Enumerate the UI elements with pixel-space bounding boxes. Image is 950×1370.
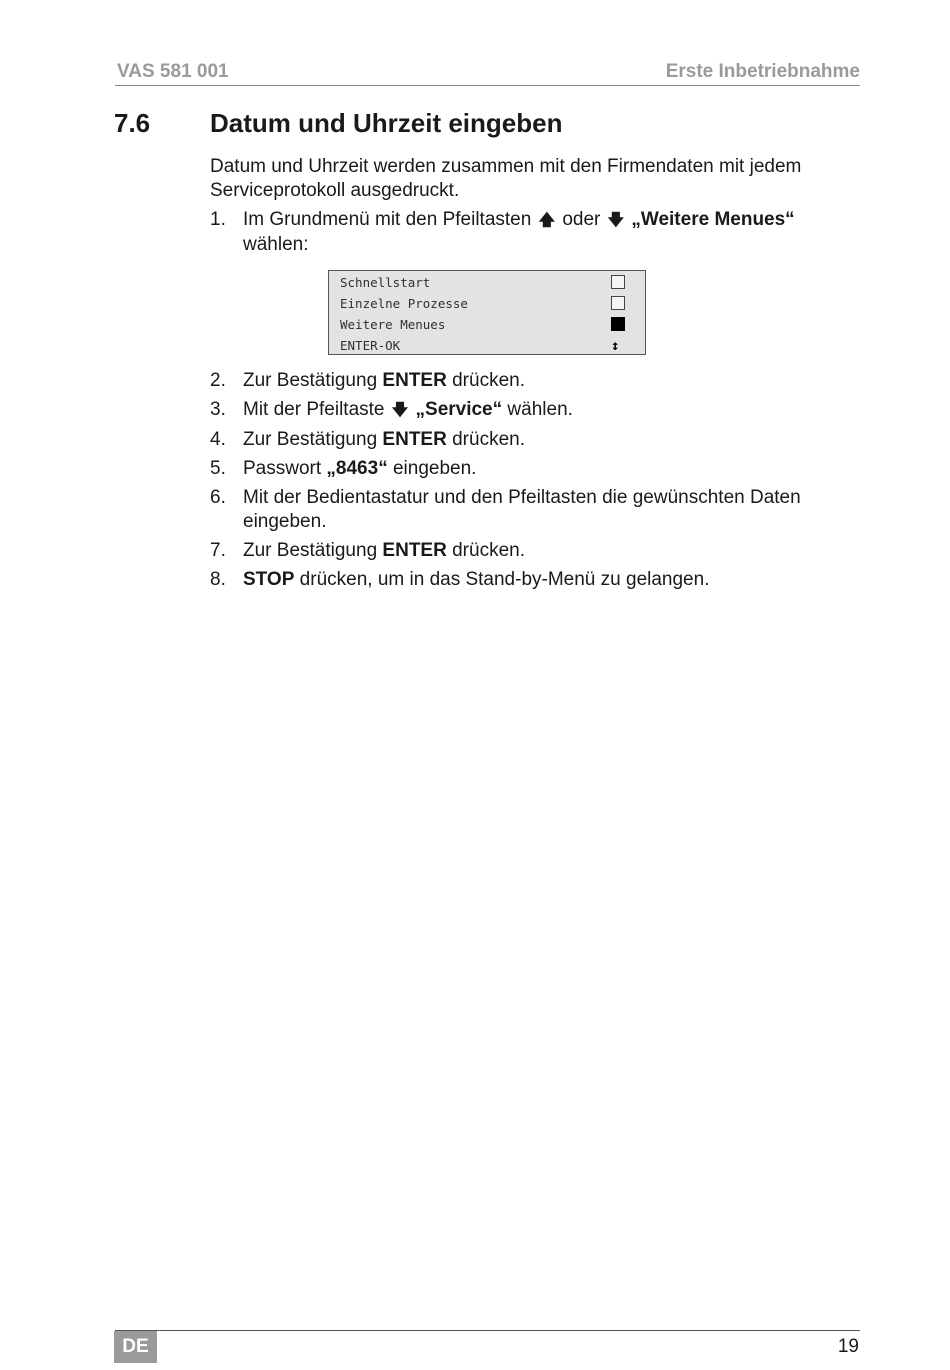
arrow-down-icon: 🡇 [607, 212, 625, 229]
step-number: 1. [210, 209, 226, 230]
step-number: 6. [210, 487, 226, 508]
step-text: Zur Bestätigung [243, 429, 378, 450]
step-text: Zur Bestätigung [243, 540, 378, 561]
step-number: 3. [210, 399, 226, 420]
intro-paragraph: Datum und Uhrzeit werden zusammen mit den Firmendaten mit jedem Serviceprotokoll ausgedruckt. [210, 156, 802, 201]
step-8 [210, 568, 860, 592]
menu-name: „Weitere Menues“ [631, 209, 795, 230]
key-name: ENTER [382, 429, 447, 450]
step-6 [210, 486, 860, 534]
lcd-row-schnellstart: Schnellstart [340, 275, 431, 290]
document-id: VAS 581 001 [117, 61, 229, 82]
step-text: Im Grundmenü mit den Pfeiltasten [243, 209, 532, 230]
step-1 [210, 208, 860, 257]
step-number: 2. [210, 370, 226, 391]
lcd-display [328, 270, 646, 355]
step-number: 5. [210, 458, 226, 479]
step-text: Mit der Bedientastatur und den Pfeiltasten die gewünschten Daten eingeben. [243, 487, 801, 532]
lcd-row-enter-ok: ENTER-OK [340, 338, 401, 353]
step-text: Passwort [243, 458, 322, 479]
step-number: 7. [210, 540, 226, 561]
checkbox-icon [611, 275, 625, 289]
lcd-row-weitere-menues: Weitere Menues [340, 317, 446, 332]
step-text: drücken. [452, 370, 525, 391]
step-text: drücken. [452, 540, 525, 561]
lcd-row-einzelne-prozesse: Einzelne Prozesse [340, 296, 468, 311]
step-number: 8. [210, 569, 226, 590]
arrow-down-icon: 🡇 [391, 402, 409, 419]
up-down-arrow-icon: ↕ [611, 338, 620, 354]
section-title: Datum und Uhrzeit eingeben [210, 108, 563, 138]
step-4 [210, 428, 860, 452]
section-number: 7.6 [114, 108, 151, 138]
step-5 [210, 457, 860, 481]
step-text: Zur Bestätigung [243, 370, 378, 391]
step-text: oder [562, 209, 601, 230]
step-number: 4. [210, 429, 226, 450]
step-text: eingeben. [392, 458, 477, 479]
chapter-title: Erste Inbetriebnahme [665, 61, 860, 82]
checkbox-icon [611, 296, 625, 310]
section-content [210, 155, 860, 592]
step-text: Mit der Pfeiltaste [243, 399, 385, 420]
step-7 [210, 539, 860, 563]
checkbox-selected-icon [611, 317, 625, 331]
menu-name: „Service“ [415, 399, 503, 420]
step-text: wählen. [507, 399, 573, 420]
key-name: ENTER [382, 370, 447, 391]
key-name: STOP [243, 569, 295, 590]
footer-rule [115, 1330, 860, 1331]
page-header [115, 59, 860, 86]
arrow-up-icon: 🡅 [538, 212, 556, 229]
step-text: wählen: [243, 234, 309, 255]
page-number: 19 [837, 1336, 859, 1357]
language-badge: DE [114, 1331, 157, 1363]
key-name: ENTER [382, 540, 447, 561]
step-text: drücken. [452, 429, 525, 450]
step-3 [210, 398, 860, 423]
step-2 [210, 369, 860, 393]
password-value: „8463“ [326, 458, 388, 479]
step-text: drücken, um in das Stand-by-Menü zu gelangen. [299, 569, 710, 590]
